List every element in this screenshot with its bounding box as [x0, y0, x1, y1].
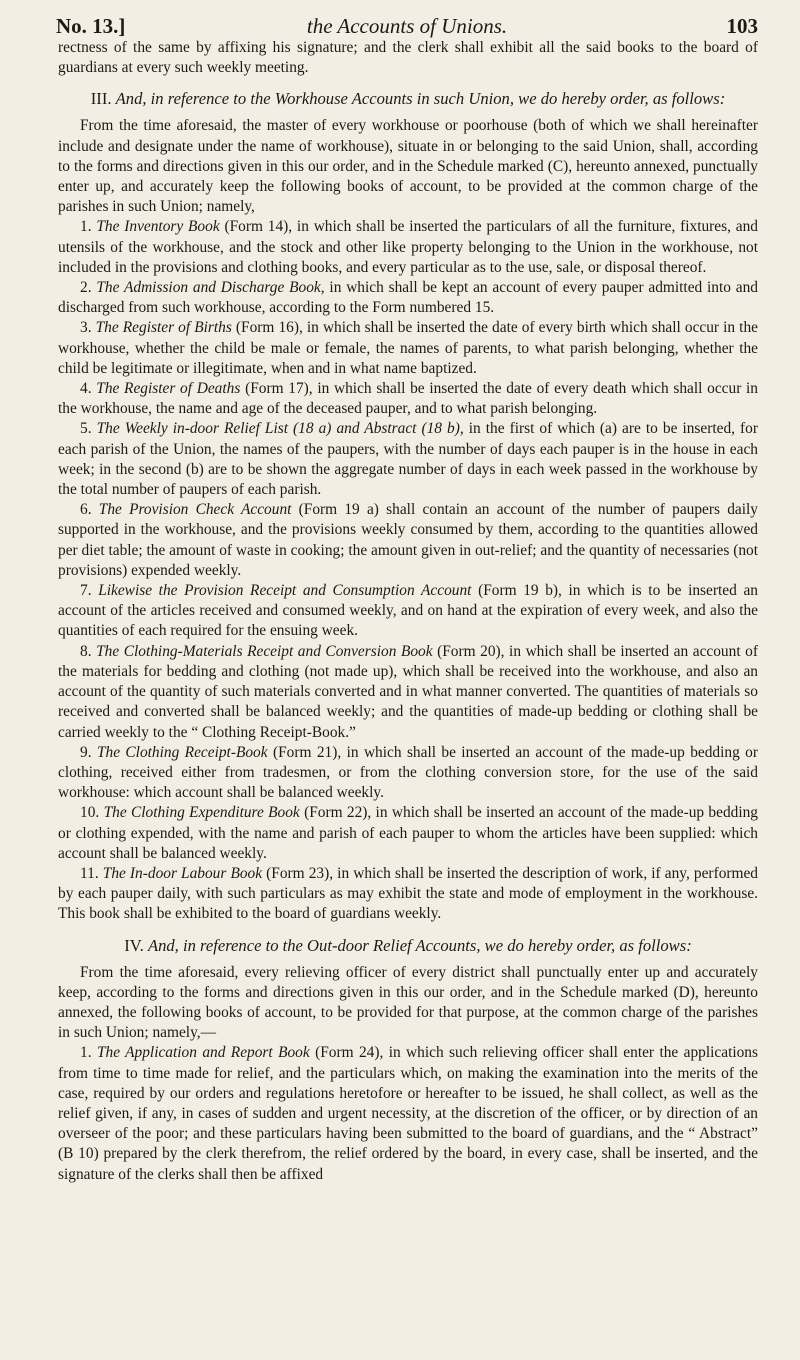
list-item: [58, 217, 758, 278]
list-item: [58, 318, 758, 379]
item-title: The Register of Births: [95, 319, 232, 337]
item-number: 7.: [80, 582, 92, 600]
section-3-heading-text: And, in reference to the Workhouse Accounts in such Union, we do hereby order, as follows:: [115, 89, 726, 109]
intro-paragraph: rectness of the same by affixing his signature; and the clerk shall exhibit all the said books to the board of guardians at every such weekly meeting.: [58, 39, 758, 77]
item-number: 5.: [80, 420, 92, 438]
item-text: (Form 22), in which shall be inserted an account of the made-up bedding or clothing expended, with the name and parish of each pauper to whom the articles have been supplied: which account shall be balanced weekly.: [58, 804, 759, 862]
item-title: The Clothing Receipt-Book: [96, 743, 268, 761]
list-item: [58, 278, 758, 318]
item-number: 6.: [80, 501, 92, 519]
item-number: 2.: [80, 279, 92, 297]
section-4-heading-text: And, in reference to the Out-door Relief Accounts, we do hereby order, as follows:: [147, 935, 692, 955]
list-item: [58, 379, 758, 419]
section-4-intro: From the time aforesaid, every relieving officer of every district shall punctually enter up and accurately keep, according to the forms and directions given in this our order, and in the Schedule marked (D), hereunto annexed, the following books of account, to be provided for that purpose, at the common charge of the parishes in such Union; namely,—: [58, 963, 758, 1042]
item-number: 3.: [80, 319, 92, 337]
item-text: (Form 23), in which shall be inserted the description of work, if any, performed by each pauper daily, with such particulars as may exhibit the state and mode of employment in the workhouse. This book shall be exhibited to the board of guardians weekly.: [58, 864, 759, 923]
item-text: (Form 14), in which shall be inserted the particulars of all the furniture, fixtures, and utensils of the workhouse, and the stock and other like property belonging to the Union in the workhouse, not included in the provisions and clothing books, and every particular as to the use, sale, or disposal thereof.: [58, 218, 759, 276]
item-title: The Admission and Discharge Book,: [96, 279, 325, 297]
header-title: the Accounts of Unions.: [306, 14, 508, 38]
item-number: 9.: [80, 743, 92, 761]
section-4-items: [58, 1043, 758, 1184]
section-4-heading: [58, 935, 758, 956]
list-item: [58, 864, 758, 925]
item-text: in which shall be kept an account of every pauper admitted into and discharged from such workhouse, according to the Form numbered 15.: [58, 279, 758, 317]
item-title: The In-door Labour Book: [102, 864, 263, 882]
item-title: The Clothing-Materials Receipt and Conversion Book: [96, 642, 433, 660]
list-item: [58, 581, 758, 642]
item-text: (Form 20), in which shall be inserted an account of the materials for bedding and clothing (not made up), which shall be received into the workhouse, and also an account of the quantity of such materials converted and in what manner converted. The quantities of materials so received and converted shall be balanced weekly; and the quantities of made-up bedding or clothing shall be carried weekly to the “ Clothing Receipt-Book.”: [58, 642, 758, 741]
section-3-items: [58, 217, 758, 924]
item-title: The Inventory Book: [96, 218, 220, 236]
header-number: No. 13.]: [56, 14, 126, 38]
list-item: [58, 500, 758, 581]
item-title: The Register of Deaths: [96, 380, 241, 398]
item-number: 8.: [80, 642, 92, 660]
item-text: (Form 24), in which such relieving officer shall enter the applications from time to time made for relief, and the particulars which, on making the examination into the merits of the case, required by our orders and regulations heretofore or hereafter to be issued, he shall collect, as well as the relief given, if any, in cases of sudden and urgent necessity, at the discretion of the officer, or by direction of an overseer of the poor; and these particulars having been submitted to the board of guardians, and the “ Abstract” (B 10) prepared by the clerk therefrom, the relief ordered by the board, in every case, shall be inserted, and the signature of the clerks shall then be affixed: [58, 1044, 758, 1183]
item-text: (Form 16), in which shall be inserted the date of every birth which shall occur in the workhouse, whether the child be male or female, the names of parents, to what parish belonging, whether the child be legitimate or illegitimate, when and in what name baptized.: [58, 319, 758, 377]
section-3-heading: [58, 88, 758, 109]
section-3-number: III.: [90, 89, 112, 109]
item-title: The Clothing Expenditure Book: [103, 804, 300, 822]
item-number: 11.: [80, 864, 99, 882]
page-number: 103: [726, 14, 758, 38]
list-item: [58, 743, 758, 804]
item-text: (Form 17), in which shall be inserted the date of every death which shall occur in the workhouse, the name and age of the deceased pauper, and to what parish belonging.: [58, 380, 758, 418]
item-title: The Weekly in-door Relief List (18 a) and Abstract (18 b),: [96, 420, 464, 438]
section-4-number: IV.: [124, 935, 144, 955]
document-body: [58, 38, 758, 1185]
item-number: 1.: [80, 218, 92, 236]
item-text: (Form 19 a) shall contain an account of the number of paupers daily supported in the workhouse, and the provisions weekly consumed by them, according to the quantities allowed per diet table; the amount of waste in cooking; the amount given in out-relief; and the quantity of necessaries (not provisions) expended weekly.: [58, 501, 758, 579]
item-title: The Provision Check Account: [98, 501, 292, 519]
item-number: 10.: [80, 804, 100, 822]
section-3-intro: From the time aforesaid, the master of every workhouse or poorhouse (both of which we shall hereinafter include and designate under the name of workhouse), situate in or belonging to the said Union, shall, according to the forms and directions given in this our order, and in the Schedule marked (C), hereunto annexed, punctually enter up, and accurately keep the following books of account, to be provided at the common charge of the parishes in such Union; namely,: [58, 117, 758, 216]
list-item: [58, 803, 758, 864]
item-text: (Form 21), in which shall be inserted an account of the made-up bedding or clothing, received either from tradesmen, or from the clothing conversion store, for the use of the said workhouse: which account shall be balanced weekly.: [58, 743, 758, 802]
item-title: Likewise the Provision Receipt and Consumption Account: [98, 582, 472, 600]
item-number: 4.: [80, 380, 92, 398]
item-title: The Application and Report Book: [96, 1044, 310, 1062]
item-text: (Form 19 b), in which is to be inserted an account of the articles received and consumed weekly, and on hand at the expiration of every week, and also the quantities of each required for the ensuing week.: [58, 582, 758, 640]
list-item: [58, 642, 758, 743]
list-item: [58, 419, 758, 500]
item-number: 1.: [80, 1044, 92, 1062]
list-item: [58, 1043, 758, 1184]
item-text: in the first of which (a) are to be inserted, for each parish of the Union, the names of the paupers, with the number of days each pauper is in the house in each week; in the second (b) are to be shown the aggregate number of days in each week passed in the workhouse by the total number of paupers of each parish.: [58, 420, 758, 499]
